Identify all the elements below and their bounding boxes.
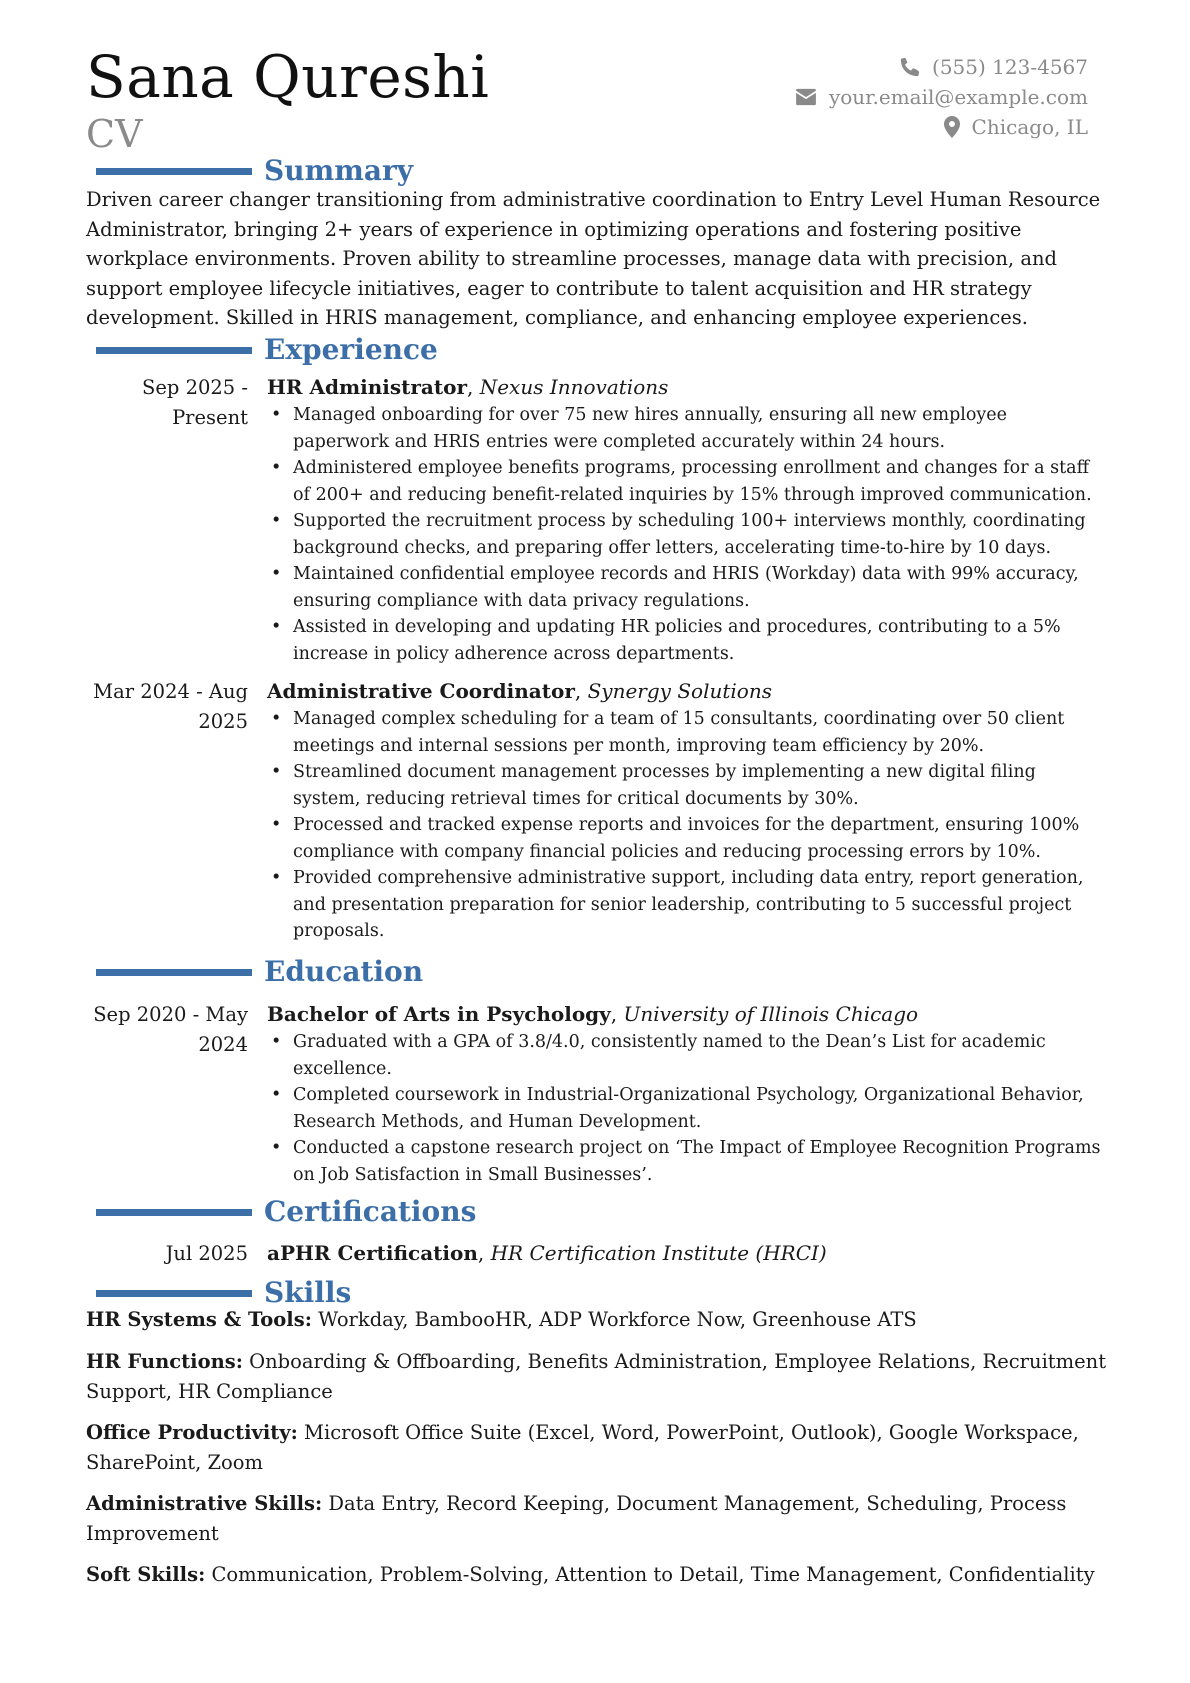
contact-location: [795, 112, 1088, 142]
certifications-title: Certifications: [264, 1195, 477, 1228]
section-rule: [96, 1290, 252, 1297]
job-date: Mar 2024 - Aug 2025: [93, 680, 248, 733]
skill-group: [86, 1347, 1111, 1406]
certification-issuer: HR Certification Institute (HRCI): [490, 1241, 827, 1265]
job-role: HR Administrator: [267, 375, 467, 399]
section-rule: [96, 969, 252, 976]
job-org: Synergy Solutions: [587, 679, 772, 703]
skill-group: [86, 1418, 1111, 1477]
certification-name: aPHR Certification: [267, 1241, 478, 1265]
education-title: Education: [264, 955, 424, 988]
skill-items: Microsoft Office Suite (Excel, Word, PowerPoint, Outlook), Google Workspace, SharePoint, Zoom: [86, 1421, 1079, 1474]
experience-heading: [96, 333, 438, 367]
list-item: • Graduated with a GPA of 3.8/4.0, consistently named to the Dean’s List for academic excellence.: [267, 1029, 1107, 1082]
summary-heading: [96, 154, 413, 188]
document-subtitle: CV: [86, 112, 143, 156]
skill-label: HR Functions:: [86, 1350, 243, 1373]
list-item: • Conducted a capstone research project on ‘The Impact of Employee Recognition Programs on Job Satisfaction in Small Businesses’.: [267, 1135, 1107, 1188]
job-bullets: [267, 402, 1107, 667]
phone-text: (555) 123-4567: [932, 55, 1088, 79]
job-title-line: Administrative Coordinator, Synergy Solutions: [267, 679, 772, 703]
skill-label: Office Productivity:: [86, 1421, 298, 1444]
skill-group: [86, 1560, 1111, 1590]
contact-block: [795, 52, 1088, 142]
experience-title: Experience: [264, 333, 438, 366]
candidate-name: Sana Qureshi: [86, 43, 490, 111]
list-item: • Administered employee benefits programs, processing enrollment and changes for a staff of 200+ and reducing benefit-related inquiries by 15% through improved communication.: [267, 455, 1107, 508]
skill-items: Onboarding & Offboarding, Benefits Administration, Employee Relations, Recruitment Support, HR Compliance: [86, 1350, 1107, 1403]
skills-title: Skills: [264, 1276, 352, 1309]
section-rule: [96, 168, 252, 175]
degree-name: Bachelor of Arts in Psychology: [267, 1002, 611, 1026]
certifications-heading: [96, 1195, 476, 1229]
school-name: University of Illinois Chicago: [623, 1002, 919, 1026]
list-item: • Managed complex scheduling for a team of 15 consultants, coordinating over 50 client meetings and internal sessions per month, improving team efficiency by 20%.: [267, 706, 1107, 759]
skill-group: [86, 1489, 1111, 1548]
skill-items: Workday, BambooHR, ADP Workforce Now, Greenhouse ATS: [318, 1308, 917, 1331]
email-text: your.email@example.com: [828, 85, 1088, 109]
job-title-line: HR Administrator, Nexus Innovations: [267, 375, 669, 399]
list-item: • Provided comprehensive administrative support, including data entry, report generation, and presentation preparation for senior leadership, contributing to 5 successful project proposals.: [267, 865, 1107, 945]
list-item: • Maintained confidential employee records and HRIS (Workday) data with 99% accuracy, ensuring compliance with data privacy regulations.: [267, 561, 1107, 614]
skill-label: Administrative Skills:: [86, 1492, 323, 1515]
section-rule: [96, 347, 252, 354]
contact-phone[interactable]: [795, 52, 1088, 82]
section-rule: [96, 1209, 252, 1216]
education-date: Sep 2020 - May 2024: [93, 1003, 248, 1056]
job-bullets: [267, 706, 1107, 945]
skill-label: Soft Skills:: [86, 1563, 206, 1586]
list-item: • Processed and tracked expense reports and invoices for the department, ensuring 100% compliance with company financial policies and reducing processing errors by 10%.: [267, 812, 1107, 865]
list-item: • Streamlined document management processes by implementing a new digital filing system, reducing retrieval times for critical documents by 30%.: [267, 759, 1107, 812]
contact-email[interactable]: [795, 82, 1088, 112]
list-item: • Managed onboarding for over 75 new hires annually, ensuring all new employee paperwork and HRIS entries were completed accurately within 24 hours.: [267, 402, 1107, 455]
summary-text: Driven career changer transitioning from administrative coordination to Entry Level Human Resource Administrator, bringing 2+ years of experience in optimizing operations and fostering positive workplace environments. Proven ability to streamline processes, manage data with precision, and support employee lifecycle initiatives, eager to contribute to talent acquisition and HR strategy development. Skilled in HRIS management, compliance, and enhancing employee experiences.: [86, 188, 1101, 329]
list-item: • Supported the recruitment process by scheduling 100+ interviews monthly, coordinating background checks, and preparing offer letters, accelerating time-to-hire by 10 days.: [267, 508, 1107, 561]
skill-label: HR Systems & Tools:: [86, 1308, 312, 1331]
skill-items: Communication, Problem-Solving, Attention to Detail, Time Management, Confidentiality: [211, 1563, 1095, 1586]
map-pin-icon: [944, 116, 960, 138]
job-org: Nexus Innovations: [479, 375, 669, 399]
education-heading: [96, 955, 423, 989]
job-role: Administrative Coordinator: [267, 679, 575, 703]
certification-date: Jul 2025: [165, 1242, 248, 1265]
phone-icon: [900, 57, 920, 77]
skill-group: [86, 1305, 1111, 1335]
skill-items: Data Entry, Record Keeping, Document Management, Scheduling, Process Improvement: [86, 1492, 1067, 1545]
job-date: Sep 2025 - Present: [142, 376, 248, 429]
location-text: Chicago, IL: [971, 115, 1088, 139]
list-item: • Assisted in developing and updating HR policies and procedures, contributing to a 5% increase in policy adherence across departments.: [267, 614, 1107, 667]
certification-title-line: aPHR Certification, HR Certification Institute (HRCI): [267, 1241, 827, 1265]
education-bullets: [267, 1029, 1107, 1188]
summary-title: Summary: [264, 154, 413, 187]
list-item: • Completed coursework in Industrial-Organizational Psychology, Organizational Behavior, Research Methods, and Human Development.: [267, 1082, 1107, 1135]
envelope-icon: [795, 88, 817, 106]
education-title-line: Bachelor of Arts in Psychology, University of Illinois Chicago: [267, 1002, 919, 1026]
